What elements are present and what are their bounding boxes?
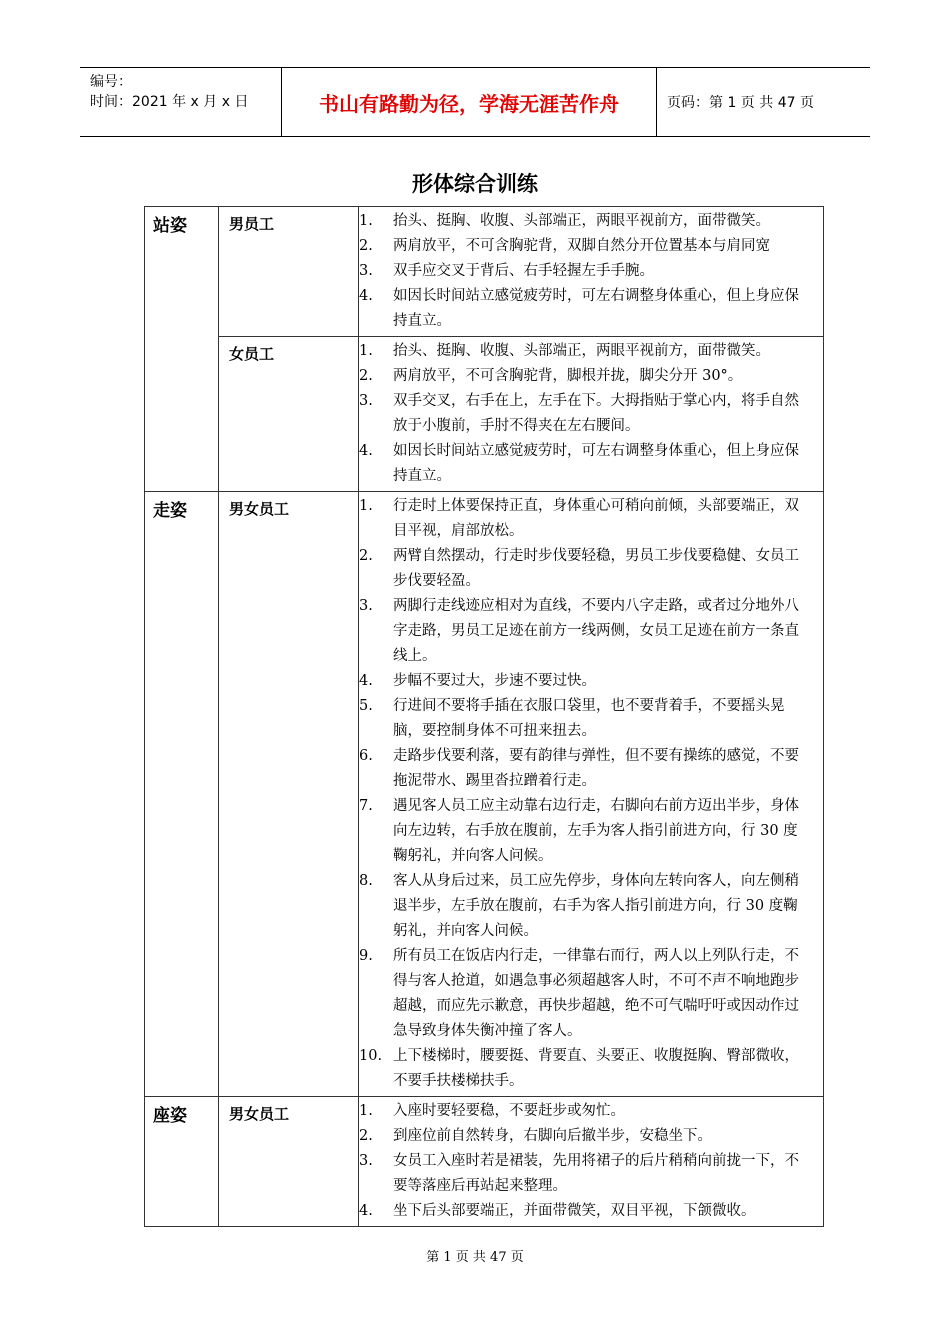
list-item	[359, 794, 811, 869]
item-number: 8.	[359, 873, 373, 889]
item-number: 2.	[359, 1128, 373, 1144]
rule-list	[359, 1099, 811, 1224]
item-text: 抬头、挺胸、收腹、头部端正，两眼平视前方，面带微笑。	[393, 213, 770, 229]
category-cell: 站姿	[145, 207, 219, 492]
item-text: 如因长时间站立感觉疲劳时，可左右调整身体重心，但上身应保持直立。	[393, 288, 799, 329]
item-text: 女员工入座时若是裙装，先用将裙子的后片稍稍向前拢一下，不要等落座后再站起来整理。	[393, 1153, 799, 1194]
header-page-info: 页码：第 1 页 共 47 页	[667, 95, 814, 111]
item-text: 抬头、挺胸、收腹、头部端正，两眼平视前方，面带微笑。	[393, 343, 770, 359]
list-item	[359, 1044, 811, 1094]
item-text: 到座位前自然转身，右脚向后撤半步，安稳坐下。	[393, 1128, 712, 1144]
item-number: 1.	[359, 343, 373, 359]
table-row	[145, 1097, 824, 1227]
items-cell	[359, 1097, 824, 1227]
item-text: 两臂自然摆动，行走时步伐要轻稳，男员工步伐要稳健、女员工步伐要轻盈。	[393, 548, 799, 589]
list-item	[359, 339, 811, 364]
list-item	[359, 439, 811, 489]
list-item	[359, 364, 811, 389]
item-text: 如因长时间站立感觉疲劳时，可左右调整身体重心，但上身应保持直立。	[393, 443, 799, 484]
list-item	[359, 944, 811, 1044]
role-cell: 男女员工	[219, 1097, 359, 1227]
role-cell: 女员工	[219, 337, 359, 492]
item-number: 4.	[359, 673, 373, 689]
role-cell: 男员工	[219, 207, 359, 337]
list-item	[359, 1149, 811, 1199]
items-cell	[359, 492, 824, 1097]
document-title: 形体综合训练	[412, 172, 538, 196]
item-number: 1.	[359, 1103, 373, 1119]
item-number: 4.	[359, 443, 373, 459]
item-number: 2.	[359, 548, 373, 564]
item-text: 双手应交叉于背后、右手轻握左手手腕。	[393, 263, 654, 279]
date-label: 时间：2021 年 x 月 x 日	[90, 94, 249, 110]
item-number: 10.	[359, 1048, 383, 1064]
list-item	[359, 389, 811, 439]
list-item	[359, 259, 811, 284]
item-text: 走路步伐要利落，要有韵律与弹性，但不要有操练的感觉，不要拖泥带水、踢里沓拉蹭着行走。	[393, 748, 799, 789]
category-cell: 走姿	[145, 492, 219, 1097]
table-row	[145, 207, 824, 337]
list-item	[359, 1099, 811, 1124]
table-row	[145, 492, 824, 1097]
list-item	[359, 669, 811, 694]
list-item	[359, 209, 811, 234]
rule-list	[359, 339, 811, 489]
item-text: 所有员工在饭店内行走，一律靠右而行，两人以上列队行走，不得与客人抢道，如遇急事必须超越客人时，不可不声不响地跑步超越，而应先示歉意，再快步超越，绝不可气喘吁吁或因动作过急导致身体失衡冲撞了客人。	[393, 948, 799, 1039]
item-number: 3.	[359, 1153, 373, 1169]
item-text: 行走时上体要保持正直，身体重心可稍向前倾，头部要端正，双目平视，肩部放松。	[393, 498, 799, 539]
item-number: 2.	[359, 238, 373, 254]
list-item	[359, 744, 811, 794]
item-number: 3.	[359, 263, 373, 279]
list-item	[359, 1124, 811, 1149]
item-number: 9.	[359, 948, 373, 964]
posture-table	[144, 206, 824, 1227]
item-number: 6.	[359, 748, 373, 764]
item-number: 7.	[359, 798, 373, 814]
code-label: 编号：	[90, 74, 132, 90]
items-cell	[359, 207, 824, 337]
page-footer: 第 1 页 共 47 页	[426, 1250, 524, 1265]
item-text: 双手交叉，右手在上，左手在下。大拇指贴于掌心内，将手自然放于小腹前，手肘不得夹在左右腰间。	[393, 393, 799, 434]
item-number: 4.	[359, 1203, 373, 1219]
list-item	[359, 869, 811, 944]
item-number: 3.	[359, 598, 373, 614]
item-text: 坐下后头部要端正，并面带微笑，双目平视，下颌微收。	[393, 1203, 756, 1219]
category-cell: 座姿	[145, 1097, 219, 1227]
item-number: 2.	[359, 368, 373, 384]
item-text: 两肩放平，不可含胸驼背，双脚自然分开位置基本与肩同宽	[393, 238, 770, 254]
rule-list	[359, 209, 811, 334]
item-number: 1.	[359, 213, 373, 229]
table-row	[145, 337, 824, 492]
item-text: 步幅不要过大，步速不要过快。	[393, 673, 596, 689]
items-cell	[359, 337, 824, 492]
page-header	[80, 67, 870, 137]
list-item	[359, 284, 811, 334]
rule-list	[359, 494, 811, 1094]
item-number: 4.	[359, 288, 373, 304]
list-item	[359, 234, 811, 259]
list-item	[359, 494, 811, 544]
list-item	[359, 694, 811, 744]
item-text: 两脚行走线迹应相对为直线，不要内八字走路，或者过分地外八字走路，男员工足迹在前方一线两侧，女员工足迹在前方一条直线上。	[393, 598, 799, 664]
item-text: 入座时要轻要稳，不要赶步或匆忙。	[393, 1103, 625, 1119]
header-meta	[80, 68, 282, 136]
item-number: 5.	[359, 698, 373, 714]
item-number: 1.	[359, 498, 373, 514]
list-item	[359, 594, 811, 669]
item-text: 遇见客人员工应主动靠右边行走，右脚向右前方迈出半步，身体向左边转，右手放在腹前，左手为客人指引前进方向，行 30 度鞠躬礼，并向客人问候。	[393, 798, 799, 864]
item-text: 两肩放平，不可含胸驼背，脚根并拢，脚尖分开 30°。	[393, 368, 743, 384]
role-cell: 男女员工	[219, 492, 359, 1097]
item-text: 上下楼梯时，腰要挺、背要直、头要正、收腹挺胸、臀部微收，不要手扶楼梯扶手。	[393, 1048, 799, 1089]
header-motto: 书山有路勤为径，学海无涯苦作舟	[282, 68, 657, 136]
list-item	[359, 1199, 811, 1224]
item-text: 客人从身后过来，员工应先停步，身体向左转向客人，向左侧稍退半步，左手放在腹前，右手为客人指引前进方向，行 30 度鞠躬礼，并向客人问候。	[393, 873, 799, 939]
item-number: 3.	[359, 393, 373, 409]
item-text: 行进间不要将手插在衣服口袋里，也不要背着手，不要摇头晃脑，要控制身体不可扭来扭去。	[393, 698, 785, 739]
list-item	[359, 544, 811, 594]
